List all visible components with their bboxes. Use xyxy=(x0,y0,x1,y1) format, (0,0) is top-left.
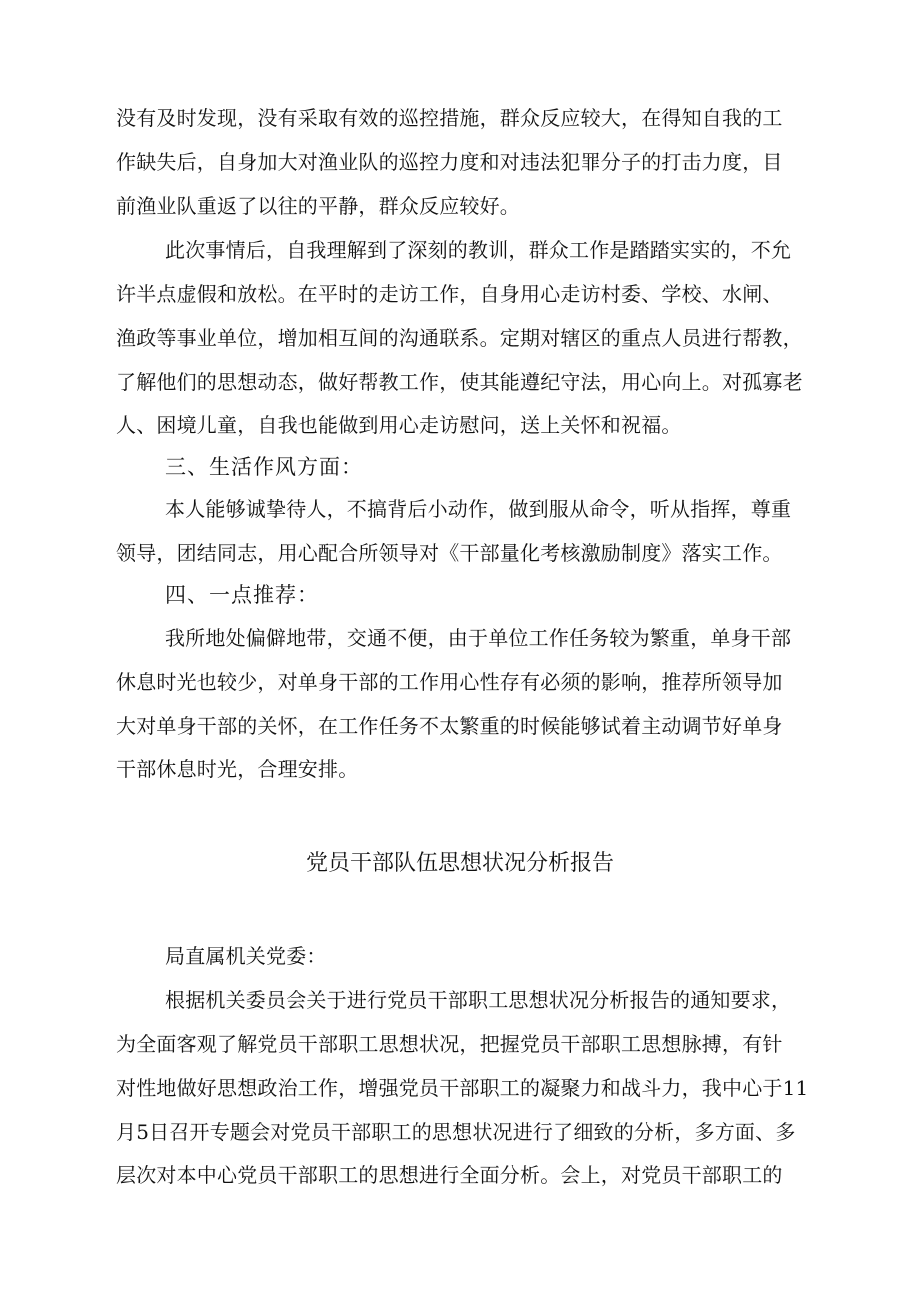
paragraph-line: 渔政等事业单位，增加相互间的沟通联系。定期对辖区的重点人员进行帮教， xyxy=(116,326,803,350)
salutation: 局直属机关党委： xyxy=(165,944,327,968)
paragraph-line: 此次事情后，自我理解到了深刻的教训，群众工作是踏踏实实的，不允 xyxy=(165,238,792,262)
paragraph-line: 我所地处偏僻地带，交通不便，由于单位工作任务较为繁重，单身干部 xyxy=(165,626,792,650)
section-heading: 三、生活作风方面： xyxy=(165,455,363,479)
paragraph-line: 对性地做好思想政治工作，增强党员干部职工的凝聚力和战斗力，我中心于11 xyxy=(116,1076,809,1100)
paragraph-line: 人、困境儿童，自我也能做到用心走访慰问，送上关怀和祝福。 xyxy=(116,413,682,437)
paragraph-line: 没有及时发现，没有采取有效的巡控措施，群众反应较大，在得知自我的工 xyxy=(116,106,783,130)
section-heading: 四、一点推荐： xyxy=(165,583,319,607)
paragraph-line: 前渔业队重返了以往的平静，群众反应较好。 xyxy=(116,194,520,218)
paragraph-line: 层次对本中心党员干部职工的思想进行全面分析。会上，对党员干部职工的 xyxy=(116,1163,783,1187)
paragraph-line: 作缺失后，自身加大对渔业队的巡控力度和对违法犯罪分子的打击力度，目 xyxy=(116,150,783,174)
report-title: 党员干部队伍思想状况分析报告 xyxy=(305,851,614,876)
paragraph-line: 月5日召开专题会对党员干部职工的思想状况进行了细致的分析，多方面、多 xyxy=(116,1120,796,1144)
paragraph-line: 干部休息时光，合理安排。 xyxy=(116,757,359,781)
paragraph-line: 大对单身干部的关怀，在工作任务不太繁重的时候能够试着主动调节好单身 xyxy=(116,714,783,738)
paragraph-line: 本人能够诚挚待人，不搞背后小动作，做到服从命令，听从指挥，尊重 xyxy=(165,497,792,521)
paragraph-line: 了解他们的思想动态，做好帮教工作，使其能遵纪守法，用心向上。对孤寡老 xyxy=(116,370,803,394)
paragraph-line: 领导，团结同志，用心配合所领导对《干部量化考核激励制度》落实工作。 xyxy=(116,541,783,565)
paragraph-line: 为全面客观了解党员干部职工思想状况，把握党员干部职工思想脉搏，有针 xyxy=(116,1032,783,1056)
paragraph-line: 休息时光也较少，对单身干部的工作用心性存有必须的影响，推荐所领导加 xyxy=(116,670,783,694)
paragraph-line: 根据机关委员会关于进行党员干部职工思想状况分析报告的通知要求， xyxy=(165,988,792,1012)
paragraph-line: 许半点虚假和放松。在平时的走访工作，自身用心走访村委、学校、水闸、 xyxy=(116,282,783,306)
